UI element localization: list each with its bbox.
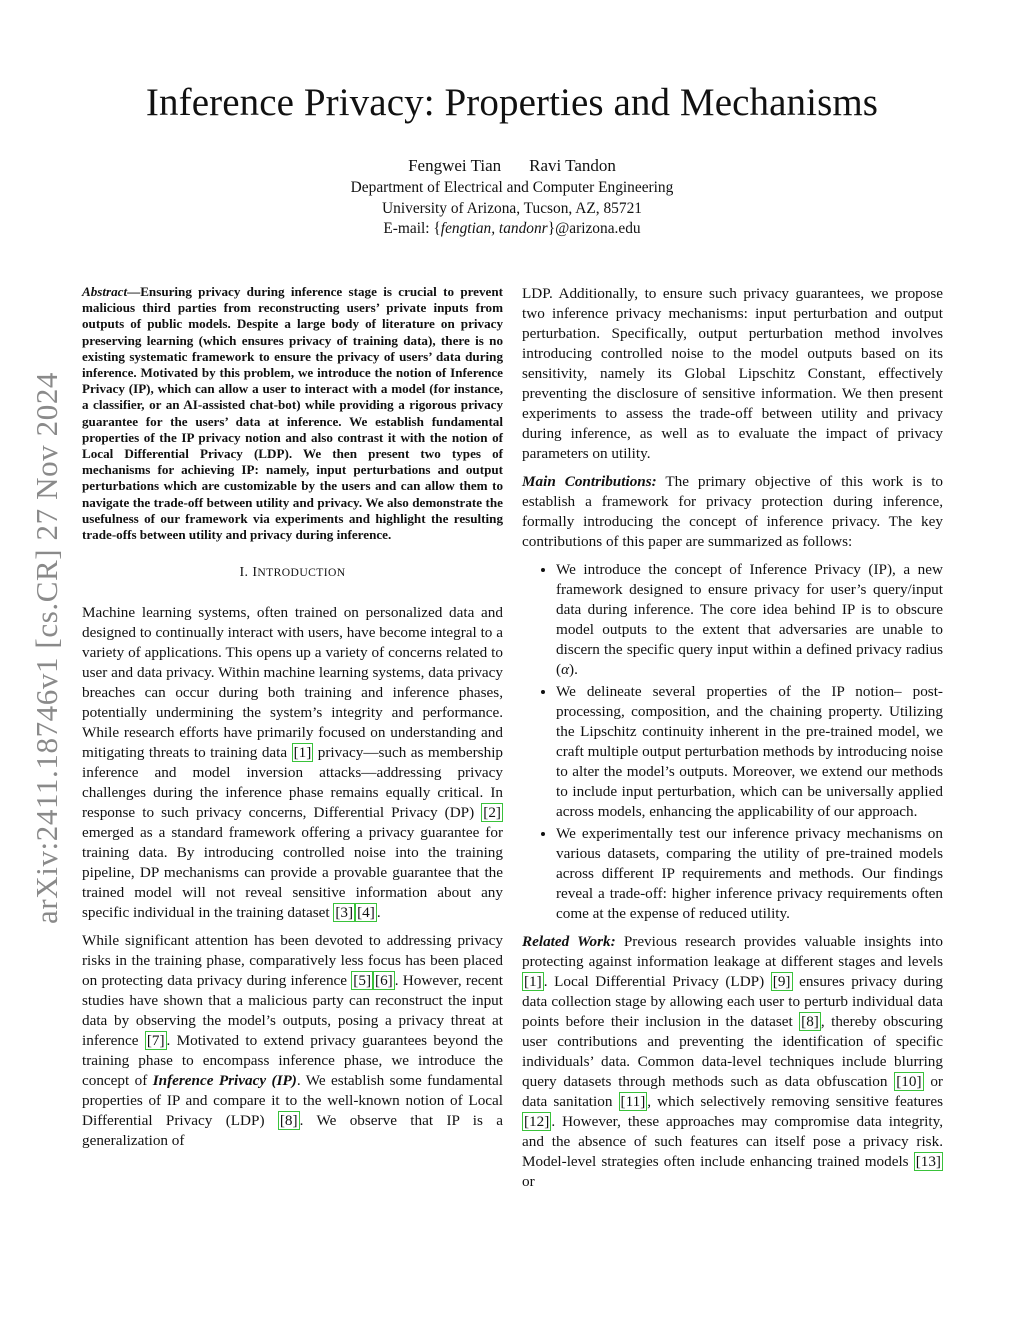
author-email: E-mail: {fengtian, tandonr}@arizona.edu [383, 220, 641, 237]
abstract-label: Abstract [82, 284, 128, 299]
author-list [0, 156, 1024, 176]
section-heading-introduction: I. INTRODUCTION [239, 565, 346, 581]
contributions-list [522, 560, 943, 924]
citation-link[interactable]: [6] [375, 972, 393, 990]
list-item: • We introduce the concept of Inference Privacy (IP), a new framework designed to ensure privacy for user’s query/input data during inference. The core idea behind IP is to obscure model outputs to the extent that adversaries are unable to discern the specific query input within a defined privacy radius (α). [556, 560, 943, 680]
main-contributions-label: Main Contributions: [522, 473, 657, 490]
abstract-text: Ensuring privacy during inference stage is crucial to prevent malicious third parties from reconstructing users’ private inputs from outputs of public models. Despite a large body of literature on privacy preserving learning (which ensures privacy of training data), there is no existing systematic framework to ensure the privacy of users’ data during inference. Motivated by this problem, we introduce the notion of Inference Privacy (IP), which can allow a user to interact with a model (for instance, a classifier, or an AI-assisted chat-bot) while providing a rigorous privacy guarantee for the users’ data at inference. We establish fundamental properties of the IP privacy notion and also contrast it with the notion of Local Differential Privacy (LDP). We then present two types of mechanisms for achieving IP: namely, input perturbations and output perturbations which are customizable by the users and can allow them to navigate the trade-off between utility and privacy. We also demonstrate the usefulness of our framework via experiments and highlight the resulting trade-offs between utility and privacy during inference. [82, 284, 503, 543]
intro-paragraph-continued: LDP. Additionally, to ensure such privacy guarantees, we propose two inference privacy mechanisms: input perturbation and output perturbation. Specifically, output perturbation method involves introducing controlled noise to the model outputs based on its sensitivity, namely its Global Lipschitz Constant, effectively preventing the disclosure of sensitive information. We then present experiments to assess the trade-off between utility and privacy during inference, as well as to evaluate the impact of privacy parameters on utility. [522, 285, 943, 462]
left-column [82, 284, 503, 1159]
arxiv-stamp [18, 348, 76, 948]
related-work-label: Related Work: [522, 933, 616, 950]
citation-link[interactable]: [8] [279, 1112, 298, 1130]
author-name: Fengwei Tian [408, 156, 502, 175]
list-item: • We delineate several properties of the IP notion– post-processing, composition, and the chaining property. Utilizing the Lipschitz continuity inherent in the pre-trained model, we craft multiple output perturbation methods by introducing noise to alter the model’s outputs. Moreover, we extend our methods to include input perturbation, which can be universally applied across models, enhancing the applicability of our approach. [556, 682, 943, 822]
citation-link[interactable]: [11] [620, 1093, 646, 1110]
affiliation-university: University of Arizona, Tucson, AZ, 85721 [382, 200, 642, 217]
list-item: • We experimentally test our inference privacy mechanisms on various datasets, comparing the utility of pre-trained models across different IP requirements and methods. Our findings reveal a trade-off: higher inference privacy requirements often come at the expense of reduced utility. [556, 824, 943, 924]
arxiv-stamp-text: arXiv:2411.18746v1 [cs.CR] 27 Nov 2024 [29, 371, 64, 925]
abstract: Abstract—Ensuring privacy during inference stage is crucial to prevent malicious third parties from reconstructing users’ private inputs from outputs of public models. Despite a large body of literature on privacy preserving learning (which ensures privacy of training data), there is no existing systematic framework to ensure the privacy of users’ data during inference. Motivated by this problem, we introduce the notion of Inference Privacy (IP), which can allow a user to interact with a model (for instance, a classifier, or an AI-assisted chat-bot) while providing a rigorous privacy guarantee for the users’ data at inference. We establish fundamental properties of the IP privacy notion and also contrast it with the notion of Local Differential Privacy (LDP). We then present two types of mechanisms for achieving IP: namely, input perturbations and output perturbations which are customizable by the users and can allow them to navigate the trade-off between utility and privacy. We also demonstrate the usefulness of our framework via experiments and highlight the resulting trade-offs between utility and privacy during inference. [82, 284, 503, 543]
paper-title: Inference Privacy: Properties and Mechanisms [145, 81, 879, 124]
citation-link[interactable]: [8] [801, 1013, 819, 1030]
citation-link[interactable]: [4] [357, 904, 375, 922]
citation-link[interactable]: [1] [293, 744, 312, 762]
citation-link[interactable]: [3] [335, 904, 354, 922]
author-name: Ravi Tandon [529, 156, 616, 175]
main-contributions: Main Contributions: The primary objective of this work is to establish a framework for privacy protection during inference, formally introducing the concept of inference privacy. The key contributions of this paper are summarized as follows: [522, 473, 944, 550]
intro-paragraph: While significant attention has been devoted to addressing privacy risks in the training phase, comparatively less focus has been placed on protecting data privacy during inference [5] [6] . However, recent studies have shown that a malicious party can reconstruct the input data by observing the model’s outputs, posing a privacy threat at inference [7] . Motivated to extend privacy guarantees beyond the training phase to encompass inference phase, we introduce the concept of Inference Privacy (IP). We establish some fundamental properties of IP and compare it to the well-known notion of Local Differential Privacy (LDP) [8] . We observe that IP is a generalization of [82, 932, 504, 1150]
citation-link[interactable]: [7] [146, 1032, 165, 1050]
citation-link[interactable]: [2] [483, 804, 501, 822]
related-work: Related Work: Previous research provides valuable insights into protecting against information leakage at different stages and levels [1] . Local Differential Privacy (LDP) [9] ensures privacy during data collection stage by allowing each user to perturb individual data points before their inclusion in the dataset [8] , thereby obscuring user contributions and preventing the identification of specific individuals’ data. Common data-level techniques include blurring query datasets through methods such as data obfuscation [10] or data sanitation [11] , which selectively removing sensitive features [12] . However, these approaches may compromise data integrity, and the absence of such features can itself pose a privacy risk. Model-level strategies often include enhancing trained models [13] or [522, 933, 943, 1190]
citation-link[interactable]: [12] [524, 1113, 550, 1130]
affiliation-department: Department of Electrical and Computer Engineering [350, 179, 674, 196]
right-column [522, 284, 943, 1200]
citation-link[interactable]: [1] [524, 973, 542, 990]
citation-link[interactable]: [13] [915, 1153, 941, 1170]
inference-privacy-term: Inference Privacy [152, 1072, 267, 1090]
citation-link[interactable]: [9] [772, 973, 791, 990]
citation-link[interactable]: [10] [896, 1073, 922, 1090]
citation-link[interactable]: [5] [353, 972, 372, 990]
intro-paragraph: Machine learning systems, often trained on personalized data and designed to continually interact with users, have become integral to a variety of applications. This opens up a variety of concerns related to user and data privacy. Within machine learning systems, data privacy breaches can occur during both training and inference phases, potentially undermining the system’s integrity and performance. While research efforts have primarily focused on understanding and mitigating threats to training data [1] privacy—such as membership inference and model inversion attacks—addressing privacy challenges during the inference phase remains equally critical. In response to such privacy concerns, Differential Privacy (DP) [2] emerged as a standard framework offering a privacy guarantee for training data. By introducing controlled noise into the training pipeline, DP mechanisms can provide a provable guarantee that the trained model will not reveal sensitive information about any specific individual in the training dataset [3] [4] . [82, 604, 504, 922]
